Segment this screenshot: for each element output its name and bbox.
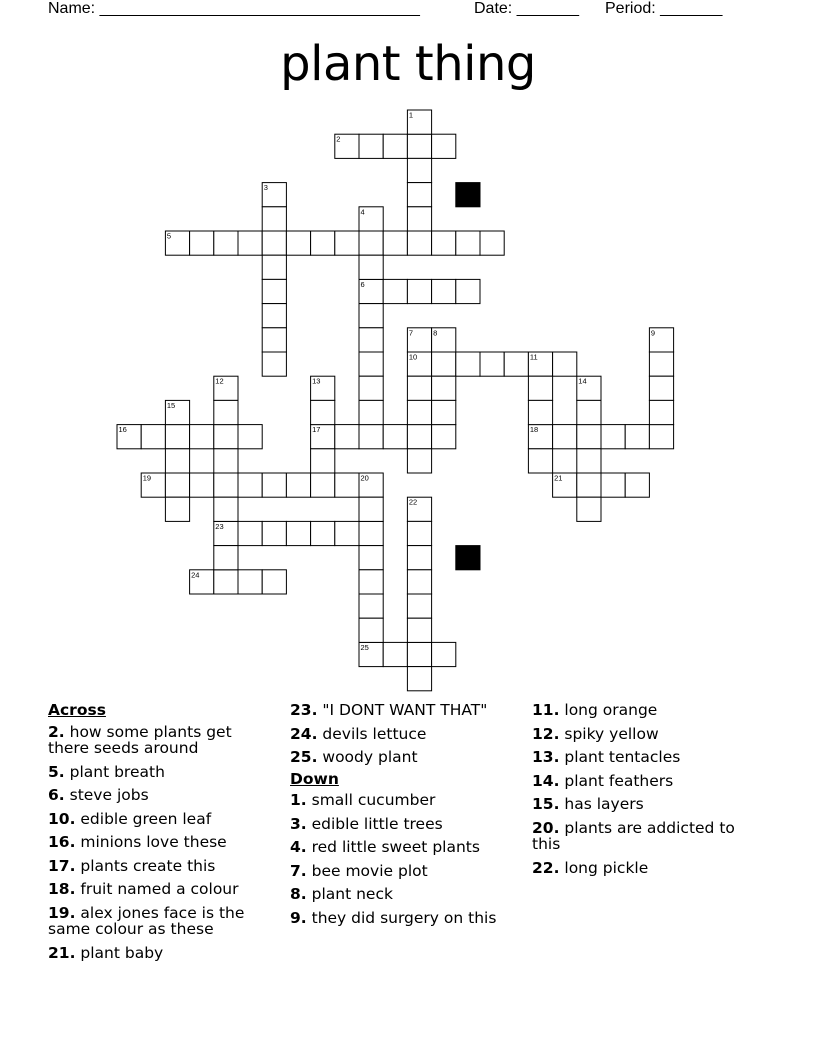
clue-number: 19. xyxy=(48,903,76,922)
grid-cell[interactable] xyxy=(625,473,649,497)
grid-cell[interactable] xyxy=(359,594,383,618)
grid-cell[interactable] xyxy=(238,231,262,255)
grid-cell[interactable] xyxy=(262,255,286,279)
grid-cell[interactable] xyxy=(262,231,286,255)
clue-text: edible green leaf xyxy=(75,809,212,828)
clues-column-2 xyxy=(290,702,510,933)
clue-text: edible little trees xyxy=(306,814,443,833)
grid-cell[interactable] xyxy=(480,231,504,255)
clue-number: 13. xyxy=(532,748,560,766)
grid-cell[interactable] xyxy=(649,400,673,424)
grid-cell[interactable] xyxy=(407,425,431,449)
grid-cell[interactable] xyxy=(262,304,286,328)
grid-cell[interactable] xyxy=(407,546,431,570)
cell-number: 10 xyxy=(408,352,418,362)
black-cell xyxy=(456,183,480,207)
clue-number: 3. xyxy=(290,814,307,833)
grid-cell[interactable] xyxy=(359,618,383,642)
grid-cell[interactable] xyxy=(359,497,383,521)
clue-text: plants create this xyxy=(75,856,216,875)
name-field-label[interactable]: Name: ____________________________________ xyxy=(48,0,420,17)
grid-cell[interactable] xyxy=(504,352,528,376)
grid-cell[interactable] xyxy=(383,425,407,449)
grid-cell[interactable] xyxy=(456,231,480,255)
grid-cell[interactable] xyxy=(359,425,383,449)
clue-number: 4. xyxy=(290,838,307,856)
clue-item xyxy=(48,834,270,851)
clue-number: 8. xyxy=(290,885,307,903)
clue-number: 7. xyxy=(290,861,307,880)
grid-cell[interactable] xyxy=(407,183,431,207)
clue-number: 6. xyxy=(48,786,65,804)
clue-number: 9. xyxy=(290,908,307,927)
grid-cell[interactable] xyxy=(649,376,673,400)
grid-cell[interactable] xyxy=(432,352,456,376)
grid-cell[interactable] xyxy=(383,231,407,255)
grid-cell[interactable] xyxy=(456,352,480,376)
clue-item xyxy=(532,796,762,813)
grid-cell[interactable] xyxy=(432,231,456,255)
grid-cell[interactable] xyxy=(262,328,286,352)
grid-cell[interactable] xyxy=(528,449,552,473)
grid-cell[interactable] xyxy=(577,473,601,497)
clue-number: 2. xyxy=(48,722,65,741)
clue-item xyxy=(48,905,270,938)
clue-text: plant baby xyxy=(75,943,164,962)
clue-number: 24. xyxy=(290,724,318,743)
grid-cell[interactable] xyxy=(238,521,262,545)
clue-text: alex jones face is the same colour as these xyxy=(48,903,245,938)
grid-cell[interactable] xyxy=(432,376,456,400)
grid-cell[interactable] xyxy=(553,352,577,376)
grid-cell[interactable] xyxy=(238,425,262,449)
grid-cell[interactable] xyxy=(286,473,310,497)
clue-text: bee movie plot xyxy=(306,861,428,880)
grid-cell[interactable] xyxy=(407,231,431,255)
grid-cell[interactable] xyxy=(456,279,480,303)
grid-cell[interactable] xyxy=(141,425,165,449)
grid-cell[interactable] xyxy=(407,570,431,594)
clue-text: long orange xyxy=(559,701,658,719)
clue-item xyxy=(290,886,510,903)
grid-cell[interactable] xyxy=(214,231,238,255)
grid-cell[interactable] xyxy=(577,497,601,521)
grid-cell[interactable] xyxy=(359,231,383,255)
grid-cell[interactable] xyxy=(577,425,601,449)
clue-item xyxy=(48,724,270,757)
clue-item xyxy=(48,945,270,962)
grid-cell[interactable] xyxy=(214,449,238,473)
grid-cell[interactable] xyxy=(190,473,214,497)
cell-number: 9 xyxy=(650,328,656,338)
cell-number: 17 xyxy=(312,425,321,435)
clue-text: woody plant xyxy=(317,748,418,766)
clue-text: red little sweet plants xyxy=(306,838,480,856)
grid-cell[interactable] xyxy=(238,570,262,594)
grid-cell[interactable] xyxy=(432,134,456,158)
grid-cell[interactable] xyxy=(407,449,431,473)
clue-item xyxy=(290,839,510,856)
clue-item xyxy=(532,749,762,766)
clue-text: minions love these xyxy=(75,833,227,851)
grid-cell[interactable] xyxy=(165,497,189,521)
grid-cell[interactable] xyxy=(165,473,189,497)
grid-cell[interactable] xyxy=(577,449,601,473)
grid-cell[interactable] xyxy=(262,473,286,497)
grid-cell[interactable] xyxy=(480,352,504,376)
clue-item xyxy=(48,787,270,804)
grid-cell[interactable] xyxy=(359,255,383,279)
clue-item xyxy=(532,726,762,743)
grid-cell[interactable] xyxy=(214,425,238,449)
grid-cell[interactable] xyxy=(262,207,286,231)
clue-item xyxy=(532,820,762,853)
grid-cell[interactable] xyxy=(359,521,383,545)
down-list-continued xyxy=(532,702,762,876)
grid-cell[interactable] xyxy=(407,207,431,231)
clue-text: plant neck xyxy=(306,885,393,903)
clue-text: they did surgery on this xyxy=(306,908,497,927)
grid-cell[interactable] xyxy=(359,134,383,158)
clue-text: plants are addicted to this xyxy=(532,818,735,853)
cell-number: 13 xyxy=(312,376,321,386)
grid-cell[interactable] xyxy=(359,304,383,328)
grid-cell[interactable] xyxy=(214,570,238,594)
cell-number: 12 xyxy=(215,376,224,386)
grid-cell[interactable] xyxy=(432,425,456,449)
cell-number: 15 xyxy=(166,400,176,410)
across-list xyxy=(48,724,270,962)
grid-cell[interactable] xyxy=(407,594,431,618)
grid-cell[interactable] xyxy=(432,642,456,666)
grid-cell[interactable] xyxy=(601,425,625,449)
grid-cell[interactable] xyxy=(262,279,286,303)
across-list-continued xyxy=(290,702,510,766)
clue-number: 5. xyxy=(48,762,65,781)
cell-number: 3 xyxy=(263,183,268,193)
grid-cell[interactable] xyxy=(432,400,456,424)
clue-number: 15. xyxy=(532,795,560,813)
grid-cell[interactable] xyxy=(311,231,335,255)
clue-number: 25. xyxy=(290,748,318,766)
grid-cell[interactable] xyxy=(311,400,335,424)
clue-item xyxy=(532,702,762,719)
clue-item xyxy=(290,749,510,766)
cell-number: 1 xyxy=(408,110,414,120)
clue-number: 17. xyxy=(48,856,76,875)
cell-number: 2 xyxy=(336,134,341,144)
cell-number: 18 xyxy=(529,425,539,435)
clue-text: long pickle xyxy=(559,858,649,877)
grid-cell[interactable] xyxy=(528,400,552,424)
cell-number: 14 xyxy=(578,376,587,386)
grid-cell[interactable] xyxy=(577,400,601,424)
grid-cell[interactable] xyxy=(553,425,577,449)
cell-number: 5 xyxy=(166,231,172,241)
grid-cell[interactable] xyxy=(359,352,383,376)
grid-cell[interactable] xyxy=(383,279,407,303)
clue-text: "I DONT WANT THAT" xyxy=(317,701,488,719)
clue-text: spiky yellow xyxy=(559,724,659,743)
grid-cell[interactable] xyxy=(238,473,262,497)
cell-number: 23 xyxy=(215,521,224,531)
grid-cell[interactable] xyxy=(165,425,189,449)
clue-item xyxy=(290,910,510,927)
grid-cell[interactable] xyxy=(359,546,383,570)
cell-number: 7 xyxy=(408,328,414,338)
grid-cell[interactable] xyxy=(528,376,552,400)
clue-number: 11. xyxy=(532,701,560,719)
grid-cell[interactable] xyxy=(649,352,673,376)
grid-cell[interactable] xyxy=(311,521,335,545)
cell-number: 19 xyxy=(142,473,152,483)
clue-item xyxy=(290,816,510,833)
cell-number: 11 xyxy=(529,352,538,362)
cell-number: 25 xyxy=(360,642,369,652)
clue-number: 20. xyxy=(532,818,560,837)
clue-item xyxy=(290,792,510,809)
grid-cell[interactable] xyxy=(407,279,431,303)
grid-cell[interactable] xyxy=(214,473,238,497)
clue-item xyxy=(48,811,270,828)
grid-cell[interactable] xyxy=(190,231,214,255)
clue-number: 21. xyxy=(48,943,76,962)
page-title: plant thing xyxy=(280,36,536,92)
clue-text: plant tentacles xyxy=(559,748,681,766)
across-heading: Across xyxy=(48,701,106,719)
clue-number: 23. xyxy=(290,701,318,719)
grid-cell[interactable] xyxy=(214,497,238,521)
clue-number: 14. xyxy=(532,771,560,790)
clue-number: 12. xyxy=(532,724,560,743)
grid-cell[interactable] xyxy=(601,473,625,497)
clue-item xyxy=(48,881,270,898)
grid-cell[interactable] xyxy=(407,642,431,666)
clue-text: plant breath xyxy=(64,762,165,781)
clue-item xyxy=(48,858,270,875)
grid-cell[interactable] xyxy=(335,231,359,255)
cell-number: 20 xyxy=(360,473,369,483)
grid-cell[interactable] xyxy=(625,425,649,449)
cell-number: 21 xyxy=(554,473,563,483)
clues-column-1 xyxy=(48,702,270,968)
clue-text: devils lettuce xyxy=(317,724,427,743)
grid-cell[interactable] xyxy=(262,570,286,594)
grid-cell[interactable] xyxy=(311,449,335,473)
cell-number: 16 xyxy=(118,425,127,435)
grid-cell[interactable] xyxy=(432,279,456,303)
down-heading: Down xyxy=(290,769,339,788)
clue-number: 1. xyxy=(290,791,307,809)
grid-cell[interactable] xyxy=(190,425,214,449)
cell-number: 22 xyxy=(408,497,418,507)
grid-cell[interactable] xyxy=(165,449,189,473)
grid-cell[interactable] xyxy=(335,425,359,449)
clue-number: 22. xyxy=(532,858,560,877)
grid-cell[interactable] xyxy=(214,546,238,570)
grid-cell[interactable] xyxy=(407,158,431,182)
clue-item xyxy=(290,863,510,880)
grid-cell[interactable] xyxy=(262,352,286,376)
grid-cell[interactable] xyxy=(407,521,431,545)
clue-item xyxy=(532,773,762,790)
clue-item xyxy=(48,764,270,781)
grid-cell[interactable] xyxy=(359,376,383,400)
clue-number: 10. xyxy=(48,809,76,828)
clue-item xyxy=(290,702,510,719)
clue-item xyxy=(290,726,510,743)
black-cell xyxy=(456,546,480,570)
grid-cell[interactable] xyxy=(359,328,383,352)
down-list xyxy=(290,792,510,926)
clues-column-3 xyxy=(532,702,762,883)
clue-text: fruit named a colour xyxy=(75,880,239,898)
grid-cell[interactable] xyxy=(359,570,383,594)
clue-text: has layers xyxy=(559,795,644,813)
grid-cell[interactable] xyxy=(407,134,431,158)
clue-item xyxy=(532,860,762,877)
grid-cell[interactable] xyxy=(335,473,359,497)
grid-cell[interactable] xyxy=(407,400,431,424)
clue-text: small cucumber xyxy=(306,791,436,809)
grid-cell[interactable] xyxy=(262,521,286,545)
cell-number: 4 xyxy=(360,207,365,217)
grid-cell[interactable] xyxy=(214,400,238,424)
cell-number: 6 xyxy=(360,279,365,289)
grid-cell[interactable] xyxy=(286,231,310,255)
period-field-label[interactable]: Period: _______ xyxy=(605,0,723,17)
grid-cell[interactable] xyxy=(383,134,407,158)
grid-cell[interactable] xyxy=(407,376,431,400)
clue-text: how some plants get there seeds around xyxy=(48,722,232,757)
grid-cell[interactable] xyxy=(311,473,335,497)
grid-cell[interactable] xyxy=(359,400,383,424)
clue-number: 18. xyxy=(48,880,76,898)
cell-number: 24 xyxy=(191,570,200,580)
clue-text: steve jobs xyxy=(64,786,149,804)
cell-number: 8 xyxy=(433,328,438,338)
date-field-label[interactable]: Date: _______ xyxy=(474,0,579,17)
grid-cell[interactable] xyxy=(383,642,407,666)
grid-cell[interactable] xyxy=(649,425,673,449)
clue-text: plant feathers xyxy=(559,771,674,790)
grid-cell[interactable] xyxy=(407,618,431,642)
clue-number: 16. xyxy=(48,833,76,851)
grid-cell[interactable] xyxy=(286,521,310,545)
grid-cell[interactable] xyxy=(407,667,431,691)
grid-cell[interactable] xyxy=(335,521,359,545)
